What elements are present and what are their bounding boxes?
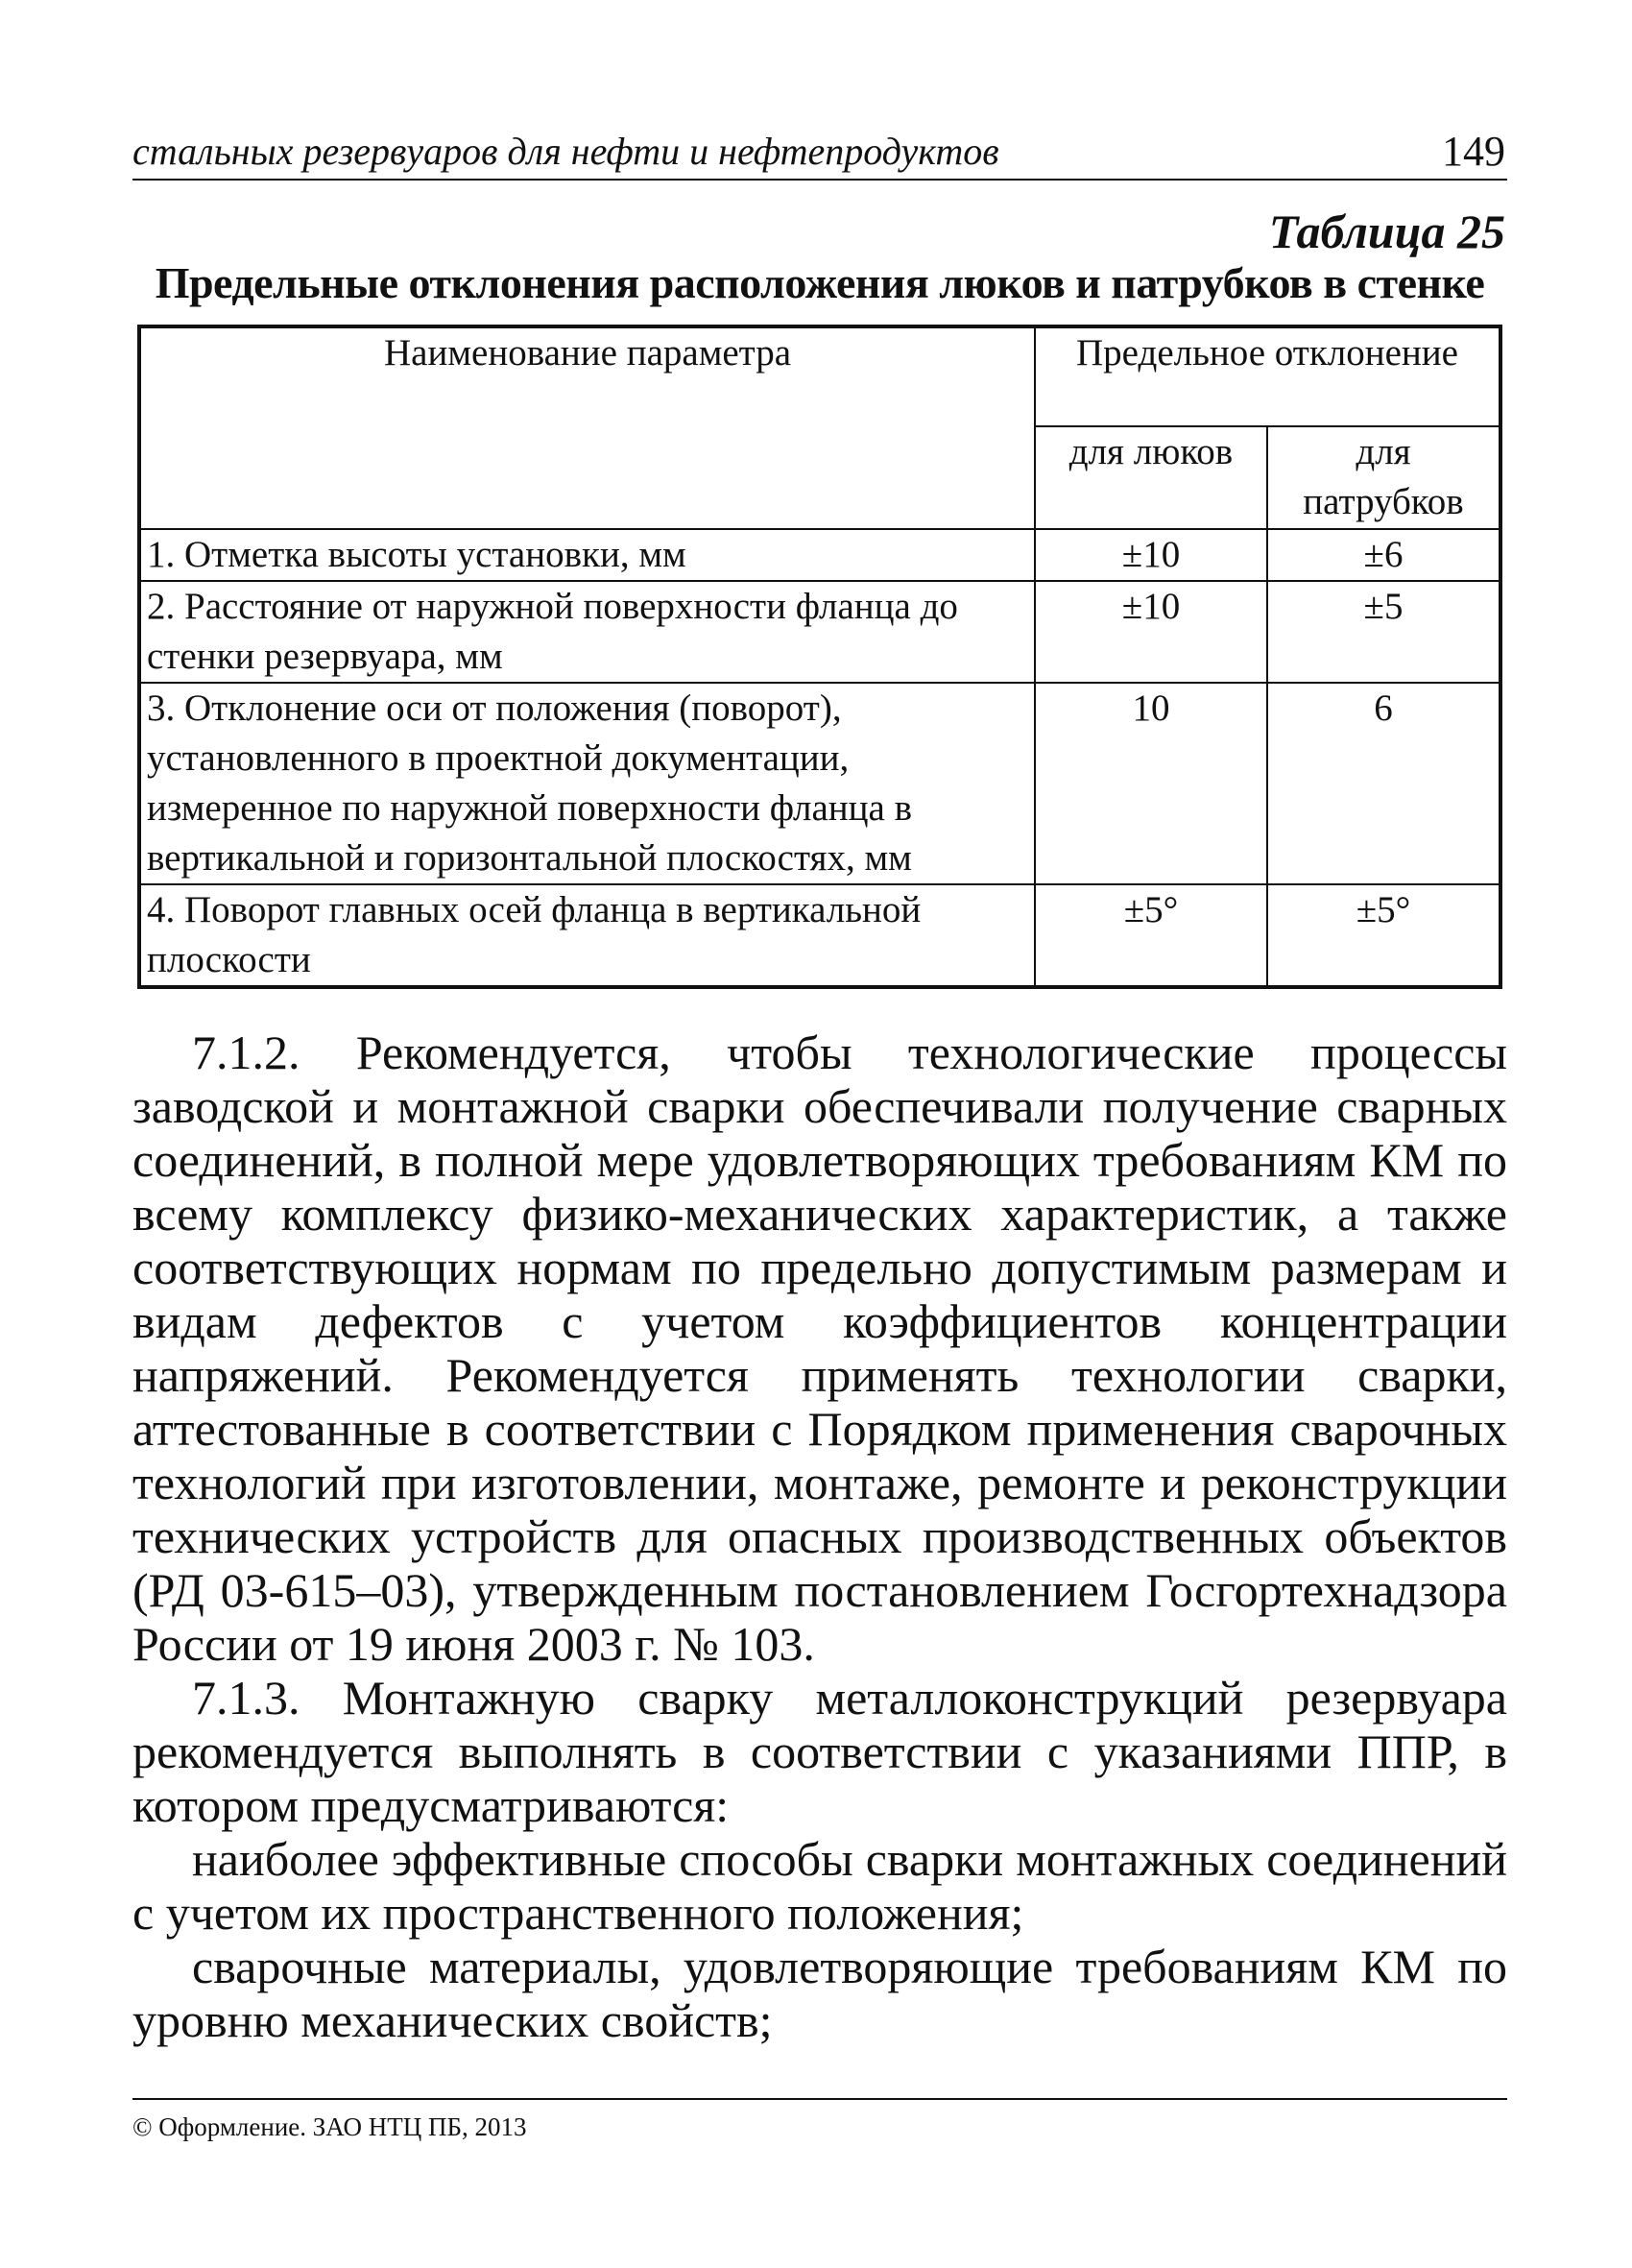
- deviation-table: [137, 325, 1502, 989]
- table-row: [139, 529, 1500, 581]
- column-header-limit: Предельное отклонение: [1035, 326, 1500, 426]
- param-name: 1. Отметка высоты установки, мм: [139, 529, 1035, 581]
- hatch-value: ±10: [1035, 581, 1267, 683]
- page-number: 149: [1442, 128, 1505, 175]
- nozzle-value: ±5: [1267, 581, 1500, 683]
- paragraph-7-1-2: 7.1.2. Рекомендуется, чтобы технологические процессы заводской и монтажной сварки обеспечивали получение сварных соединений, в полной мере удовлетворяющих требованиям КМ по всему комплексу физико-механических характеристик, а также соответствующих нормам по предельно допустимым размерам и видам дефектов с учетом коэффициентов концентрации напряжений. Рекомендуется применять технологии сварки, аттестованные в соответствии с Порядком применения сварочных технологий при изготовлении, монтаже, ремонте и реконструкции технических устройств для опасных производственных объектов (РД 03-615–03), утвержденным постановлением Госгортехнадзора России от 19 июня 2003 г. № 103.: [132, 1025, 1507, 1671]
- table-header-row: [139, 326, 1500, 426]
- hatch-value: ±10: [1035, 529, 1267, 581]
- table-row: [139, 884, 1500, 987]
- table-title: Предельные отклонения расположения люков и патрубков в стенке: [155, 258, 1485, 307]
- footer-divider: [132, 2098, 1507, 2100]
- column-header-nozzles: для патрубков: [1267, 426, 1500, 529]
- running-header: [132, 123, 1507, 181]
- column-header-hatches: для люков: [1035, 426, 1267, 529]
- hatch-value: ±5°: [1035, 884, 1267, 987]
- table-row: [139, 581, 1500, 683]
- param-name: 3. Отклонение оси от положения (поворот), установленного в проектной документации, измеренное по наружной поверхности фланца в вертикальной и горизонтальной плоскостях, мм: [139, 683, 1035, 884]
- table-label: Таблица 25: [1268, 205, 1505, 258]
- nozzle-value: 6: [1267, 683, 1500, 884]
- nozzle-value: ±6: [1267, 529, 1500, 581]
- footer-copyright: © Оформление. ЗАО НТЦ ПБ, 2013: [132, 2112, 527, 2141]
- running-title: стальных резервуаров для нефти и нефтепродуктов: [132, 130, 999, 173]
- param-name: 4. Поворот главных осей фланца в вертикальной плоскости: [139, 884, 1035, 987]
- nozzle-value: ±5°: [1267, 884, 1500, 987]
- list-item: сварочные материалы, удовлетворяющие требованиям КМ по уровню механических свойств;: [132, 1940, 1507, 2047]
- paragraph-7-1-3: 7.1.3. Монтажную сварку металлоконструкций резервуара рекомендуется выполнять в соответствии с указаниями ППР, в котором предусматриваются:: [132, 1671, 1507, 1832]
- param-name: 2. Расстояние от наружной поверхности фланца до стенки резервуара, мм: [139, 581, 1035, 683]
- body-text: [132, 1025, 1507, 2047]
- list-item: наиболее эффективные способы сварки монтажных соединений с учетом их пространственного положения;: [132, 1832, 1507, 1940]
- table-row: [139, 683, 1500, 884]
- hatch-value: 10: [1035, 683, 1267, 884]
- column-header-parameter: Наименование параметра: [139, 326, 1035, 529]
